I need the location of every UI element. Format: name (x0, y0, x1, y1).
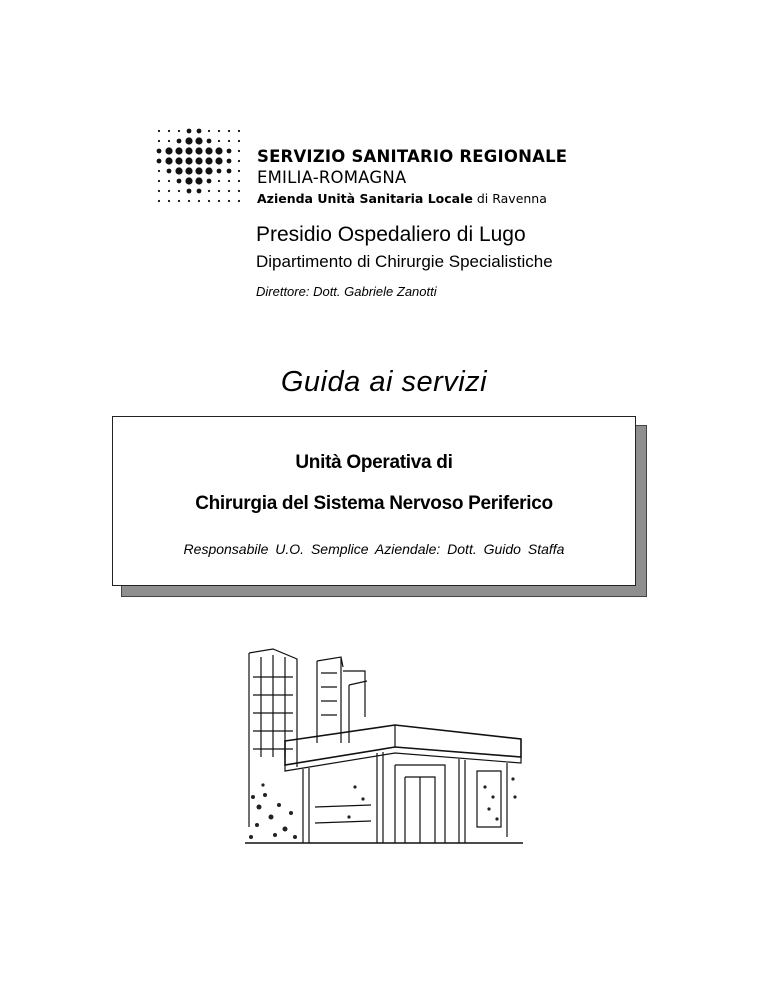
department-name: Dipartimento di Chirurgie Specialistiche (256, 252, 553, 271)
logo-azienda-city: di Ravenna (472, 191, 547, 206)
unit-responsible: Responsabile U.O. Semplice Aziendale: Dott. Guido Staffa (183, 541, 565, 557)
unit-title-box (112, 416, 636, 586)
unit-title-line1: Unità Operativa di (295, 452, 453, 473)
logo-line-azienda (257, 191, 547, 206)
logo-line-region: SERVIZIO SANITARIO REGIONALE (257, 147, 568, 166)
unit-title-line2: Chirurgia del Sistema Nervoso Periferico (195, 493, 553, 514)
guide-title: Guida ai servizi (280, 366, 488, 398)
logo-dot-pattern-icon (154, 126, 244, 206)
logo-line-region-name: EMILIA-ROMAGNA (257, 168, 407, 187)
hospital-name: Presidio Ospedaliero di Lugo (256, 223, 526, 246)
hospital-building-image (245, 647, 523, 847)
director-name: Direttore: Dott. Gabriele Zanotti (256, 284, 437, 299)
logo-azienda-bold: Azienda Unità Sanitaria Locale (257, 191, 473, 206)
